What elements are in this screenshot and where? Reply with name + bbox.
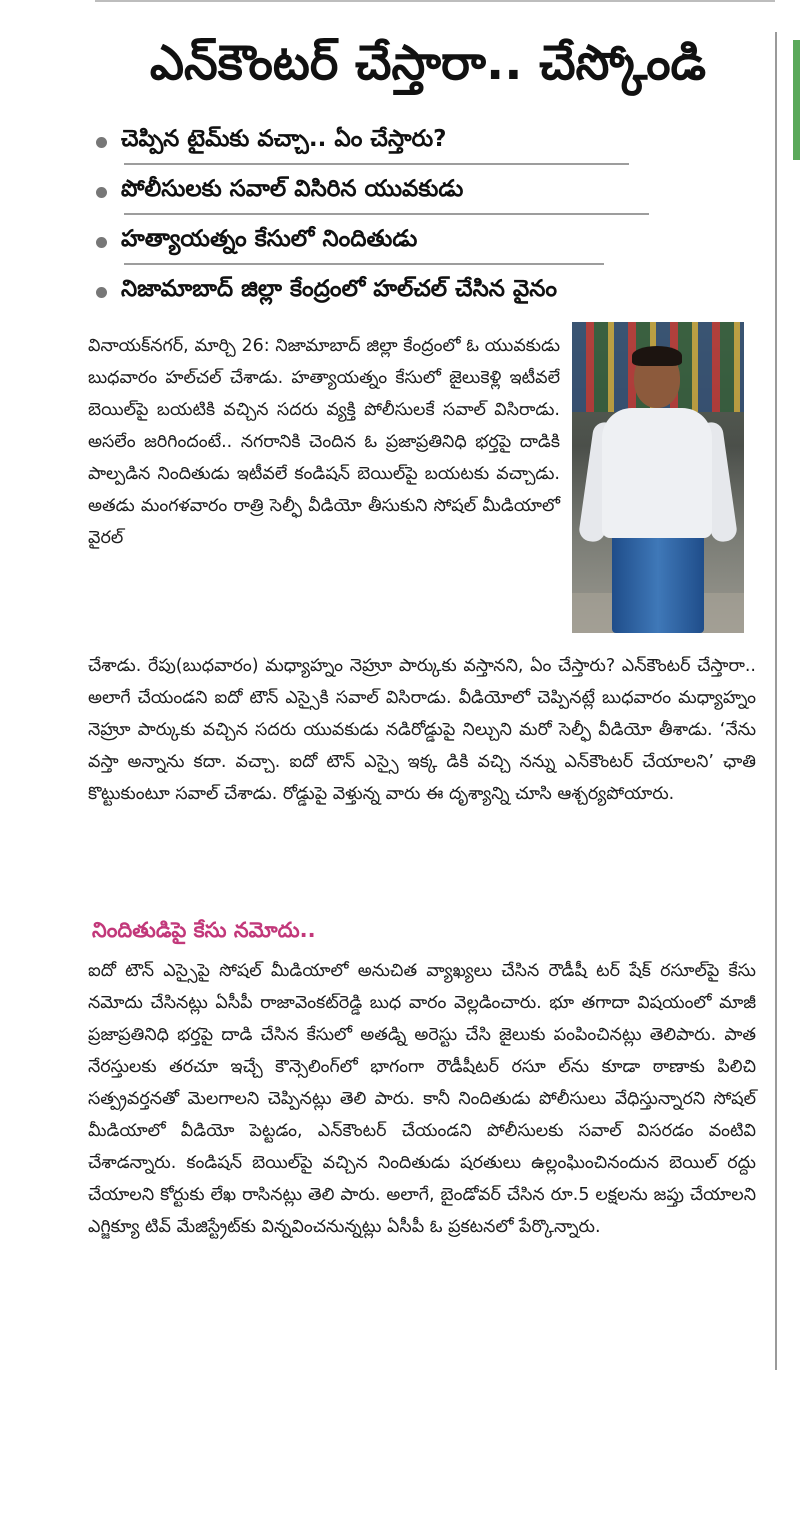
bullet-item bbox=[92, 167, 772, 217]
accused-photo bbox=[572, 322, 744, 633]
top-divider bbox=[95, 0, 775, 2]
bullet-underline bbox=[124, 213, 649, 215]
bullet-dot-icon bbox=[96, 237, 107, 248]
paragraph-body: చేశాడు. రేపు(బుధవారం) మధ్యాహ్నం నెహ్రూ పార్కుకు వస్తానని, ఏం చేస్తారు? ఎన్‌కౌంటర్ చేస్తారా.. అలాగే చేయండని ఐదో టౌన్ ఎస్సైకి సవాల్ విసిరాడు. వీడియోలో చెప్పినట్లే బుధవారం మధ్యాహ్నం నెహ్రూ పార్కుకు వచ్చిన సదరు యువకుడు నడిరోడ్డుపై నిల్చుని మరో సెల్ఫీ వీడియో తీశాడు. ‘నేను వస్తా అన్నాను కదా. వచ్చా. ఐదో టౌన్ ఎస్సై ఇక్క డికి వచ్చి నన్ను ఎన్‌కౌంటర్ చేయాలని’ ఛాతి కొట్టుకుంటూ సవాల్ చేశాడు. రోడ్డుపై వెళ్తున్న వారు ఈ దృశ్యాన్ని చూసి ఆశ్చర్యపోయారు. bbox=[88, 656, 756, 804]
bullet-item bbox=[92, 217, 772, 267]
photo-jeans bbox=[612, 532, 704, 633]
bullet-dot-icon bbox=[96, 287, 107, 298]
column-divider bbox=[775, 32, 777, 1370]
paragraph-intro: వినాయక్‌నగర్, మార్చి 26: నిజామాబాద్ జిల్లా కేంద్రంలో ఓ యువకుడు బుధవారం హల్‌చల్ చేశాడు. హత్యాయత్నం కేసులో జైలుకెళ్లి ఇటీవలే బెయిల్‌పై బయటికి వచ్చిన సదరు వ్యక్తి పోలీసులకే సవాల్ విసిరాడు. అసలేం జరిగిందంటే.. నగరానికి చెందిన ఓ ప్రజాప్రతినిధి భర్తపై దాడికి పాల్పడిన నిందితుడు ఇటీవలే కండిషన్ బెయిల్‌పై బయటకు వచ్చాడు. అతడు మంగళవారం రాత్రి సెల్ఫీ వీడియో తీసుకుని సోషల్ మీడియాలో వైరల్ bbox=[88, 336, 560, 548]
bullet-text: హత్యాయత్నం కేసులో నిందితుడు bbox=[121, 226, 418, 252]
bullet-text: పోలీసులకు సవాల్ విసిరిన యువకుడు bbox=[121, 176, 464, 202]
bullet-underline bbox=[124, 163, 629, 165]
bullet-item bbox=[92, 267, 772, 317]
subheading: నిందితుడిపై కేసు నమోదు.. bbox=[92, 918, 316, 942]
bullet-list bbox=[92, 117, 772, 317]
bullet-underline bbox=[124, 263, 604, 265]
paragraph-case: ఐదో టౌన్ ఎస్సైపై సోషల్ మీడియాలో అనుచిత వ్యాఖ్యలు చేసిన రౌడీషీ టర్ షేక్ రసూల్‌పై కేసు నమోదు చేసినట్లు ఏసీపీ రాజావెంకట్‌రెడ్డి బుధ వారం వెల్లడించారు. భూ తగాదా విషయంలో మాజీ ప్రజాప్రతినిధి భర్తపై దాడి చేసిన కేసులో అతడ్ని అరెస్టు చేసి జైలుకు పంపించినట్లు తెలిపారు. పాత నేరస్తులకు తరచూ ఇచ్చే కౌన్సెలింగ్‌లో భాగంగా రౌడీషీటర్ రసూ ల్‌ను కూడా ఠాణాకు పిలిచి సత్ప్రవర్తనతో మెలగాలని చెప్పినట్లు తెలి పారు. కానీ నిందితుడు పోలీసులు వేధిస్తున్నారని సోషల్ మీడియాలో వీడియో పెట్టడం, ఎన్‌కౌంటర్ చేయండని పోలీసులకు సవాల్ విసరడం వంటివి చేశాడన్నారు. కండిషన్ బెయిల్‌పై వచ్చిన నిందితుడు షరతులు ఉల్లంఘించినందున బెయిల్ రద్దు చేయాలని కోర్టుకు లేఖ రాసినట్లు తెలి పారు. అలాగే, బైండోవర్ చేసిన రూ.5 లక్షలను జప్తు చేయాలని ఎగ్జిక్యూ టివ్ మేజిస్ట్రేట్‌కు విన్నవించనున్నట్లు ఏసీపీ ఓ ప్రకటనలో పేర్కొన్నారు. bbox=[88, 961, 756, 1237]
bullet-text: చెప్పిన టైమ్‌కు వచ్చా.. ఏం చేస్తారు? bbox=[121, 126, 447, 152]
photo-shirt bbox=[602, 408, 712, 538]
bullet-text: నిజామాబాద్ జిల్లా కేంద్రంలో హల్‌చల్ చేసిన వైనం bbox=[121, 276, 558, 302]
photo-hair bbox=[632, 346, 682, 366]
adjacent-column-edge bbox=[793, 40, 800, 160]
bullet-item bbox=[92, 117, 772, 167]
bullet-dot-icon bbox=[96, 187, 107, 198]
bullet-dot-icon bbox=[96, 137, 107, 148]
headline: ఎన్‌కౌంటర్ చేస్తారా.. చేస్కోండి bbox=[149, 35, 707, 91]
